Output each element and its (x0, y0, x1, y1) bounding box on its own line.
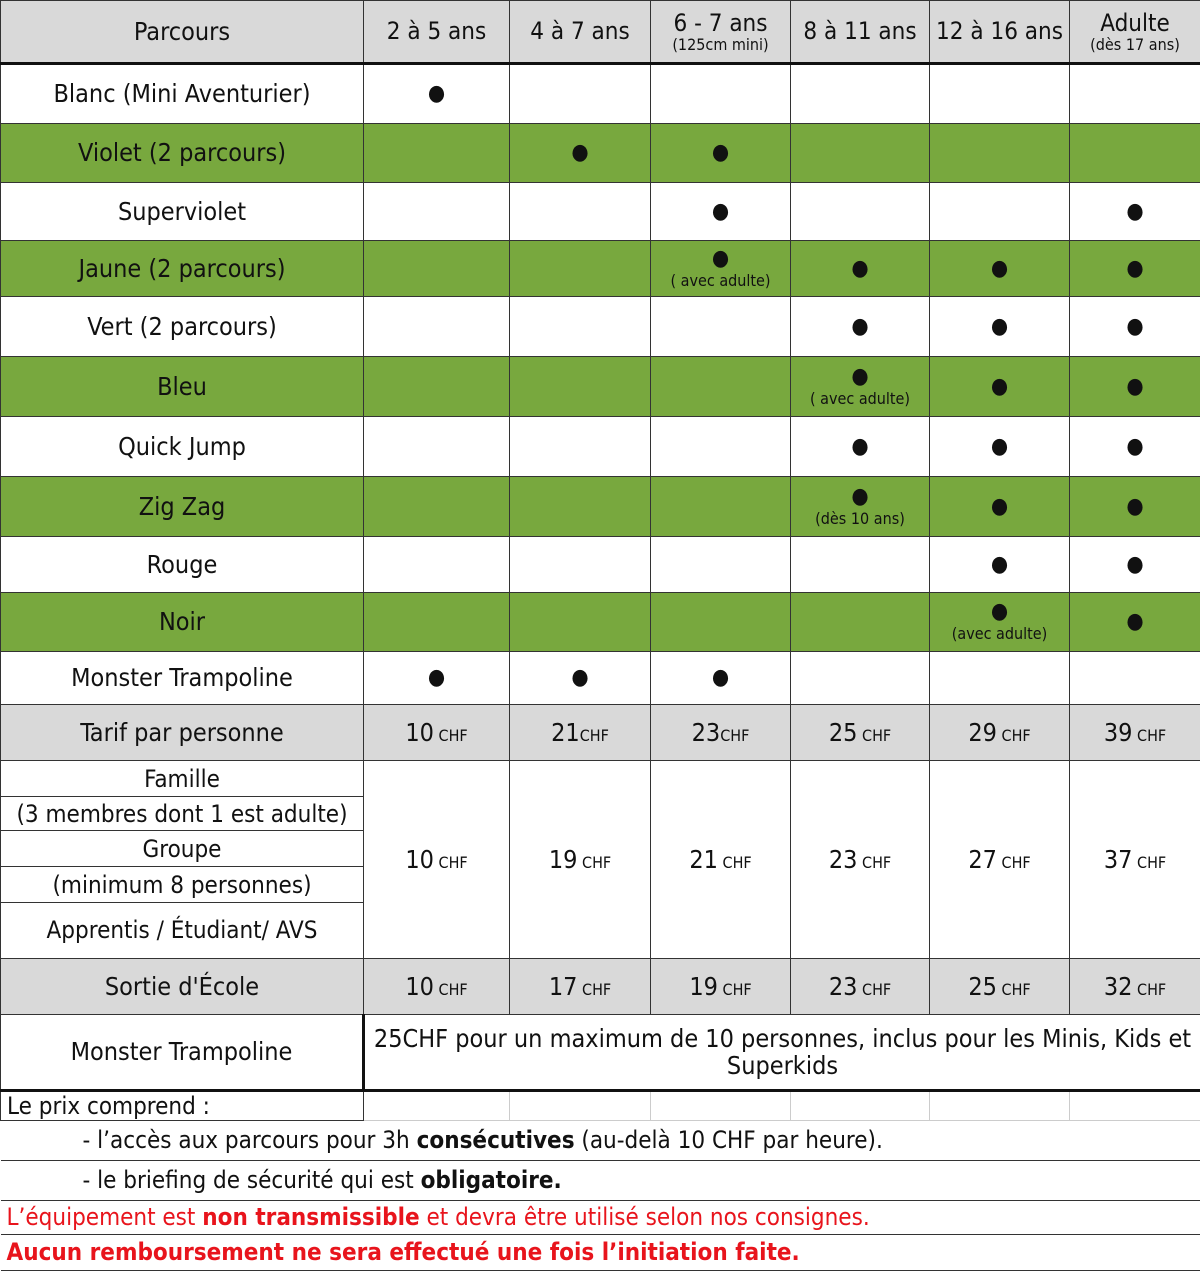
availability-cell (651, 64, 791, 124)
availability-cell (510, 477, 651, 537)
availability-cell (791, 241, 930, 297)
availability-cell (510, 241, 651, 297)
parcours-row (1, 417, 1200, 477)
dot-icon: ● (990, 551, 1009, 577)
text-part: consécutives (416, 1126, 575, 1155)
availability-cell (651, 357, 791, 417)
availability-cell (510, 124, 651, 183)
dot-icon: ● (851, 483, 869, 509)
price-cell (1070, 761, 1200, 959)
parcours-row (1, 124, 1200, 183)
availability-cell (1070, 297, 1200, 357)
tarif-row (1, 705, 1200, 761)
parcours-row (1, 241, 1200, 297)
price-amount: 37 (1103, 844, 1133, 874)
parcours-row (1, 183, 1200, 241)
availability-cell (791, 417, 930, 477)
availability-cell (930, 652, 1070, 705)
availability-cell (791, 477, 930, 537)
warning-line-text (1, 1235, 1200, 1271)
dot-icon: ● (851, 313, 869, 339)
parcours-name: Bleu (1, 357, 364, 417)
dot-icon: ● (1126, 313, 1144, 339)
text-part: (au-delà 10 CHF par heure). (574, 1126, 883, 1155)
empty-cell (364, 1091, 510, 1121)
availability-cell (510, 537, 651, 593)
empty-cell (1070, 1091, 1200, 1121)
dot-icon: ● (711, 665, 730, 690)
availability-cell (651, 652, 791, 705)
dot-icon: ● (1126, 373, 1144, 399)
availability-cell (364, 241, 510, 297)
price-cell (364, 761, 510, 959)
dot-icon: ● (990, 255, 1009, 281)
ecole-row (1, 959, 1200, 1015)
price-cell (651, 705, 791, 761)
text-part: - l’accès aux parcours pour 3h (82, 1126, 417, 1155)
availability-cell (364, 593, 510, 652)
availability-cell (930, 64, 1070, 124)
dot-icon: ● (851, 363, 869, 389)
condition-line (1, 1121, 1200, 1161)
price-cell (791, 705, 930, 761)
availability-cell (791, 537, 930, 593)
conditions-title-row (1, 1091, 1200, 1121)
text-part: Aucun remboursement ne sera effectué une fois l’initiation faite. (6, 1238, 800, 1267)
dot-icon: ● (990, 599, 1009, 625)
warning-line-text (1, 1201, 1200, 1235)
availability-cell (364, 417, 510, 477)
dot-icon: ● (1126, 493, 1144, 519)
availability-cell (791, 183, 930, 241)
dot-icon: ● (711, 198, 730, 224)
text-part: L’équipement est (6, 1203, 203, 1232)
availability-cell (930, 593, 1070, 652)
price-currency: CHF (857, 852, 892, 872)
age-note: ( avec adulte) (670, 270, 771, 290)
warning-line (1, 1235, 1200, 1271)
monster-description: 25CHF pour un maximum de 10 personnes, inclus pour les Minis, Kids et Superkids (364, 1015, 1200, 1091)
availability-cell (364, 64, 510, 124)
price-amount: 23 (828, 971, 858, 1001)
header-age-col: 6 - 7 ans (125cm mini) (651, 1, 791, 64)
price-currency: CHF (857, 979, 892, 999)
reduced-category-label: Famille (1, 761, 363, 797)
condition-line-text (1, 1161, 1200, 1201)
availability-cell (930, 183, 1070, 241)
tarif-row-label: Tarif par personne (1, 705, 364, 761)
parcours-row (1, 537, 1200, 593)
availability-cell (651, 124, 791, 183)
price-amount: 25 (968, 971, 997, 1001)
price-currency: CHF (433, 979, 468, 999)
price-amount: 19 (689, 971, 718, 1001)
parcours-name: Zig Zag (1, 477, 364, 537)
availability-cell (651, 593, 791, 652)
dot-icon: ● (851, 255, 869, 281)
dot-icon: ● (571, 665, 589, 690)
price-cell (930, 705, 1070, 761)
parcours-row (1, 593, 1200, 652)
price-currency: CHF (1132, 979, 1167, 999)
price-cell (364, 959, 510, 1015)
availability-cell (791, 593, 930, 652)
price-cell (1070, 705, 1200, 761)
parcours-name: Rouge (1, 537, 364, 593)
price-currency: CHF (579, 725, 609, 745)
dot-icon: ● (990, 493, 1009, 519)
parcours-name: Superviolet (1, 183, 364, 241)
availability-cell (651, 183, 791, 241)
availability-cell (364, 537, 510, 593)
price-currency: CHF (857, 725, 892, 745)
age-note: (dès 10 ans) (815, 508, 905, 528)
availability-cell (930, 537, 1070, 593)
price-cell (651, 959, 791, 1015)
availability-cell (364, 183, 510, 241)
availability-cell (651, 417, 791, 477)
price-currency: CHF (577, 852, 612, 872)
header-age-col: 12 à 16 ans (930, 1, 1070, 64)
price-currency: CHF (717, 852, 752, 872)
price-amount: 23 (828, 844, 858, 874)
availability-cell (651, 477, 791, 537)
price-currency: CHF (996, 852, 1031, 872)
price-amount: 32 (1103, 971, 1133, 1001)
price-cell (930, 959, 1070, 1015)
price-amount: 25 (828, 717, 858, 747)
availability-cell (1070, 537, 1200, 593)
availability-cell (364, 124, 510, 183)
dot-icon: ● (990, 313, 1009, 339)
price-amount: 27 (968, 844, 997, 874)
price-amount: 29 (968, 717, 997, 747)
text-part: - le briefing de sécurité qui est (82, 1166, 421, 1195)
price-currency: CHF (996, 979, 1031, 999)
price-currency: CHF (433, 725, 468, 745)
availability-cell (510, 297, 651, 357)
availability-cell (651, 297, 791, 357)
reduced-category-label: Groupe (1, 831, 363, 867)
dot-icon: ● (427, 665, 446, 690)
price-cell (1070, 959, 1200, 1015)
price-amount: 21 (689, 844, 718, 874)
price-amount: 17 (548, 971, 578, 1001)
text-part: obligatoire. (420, 1166, 562, 1195)
parcours-name: Monster Trampoline (1, 652, 364, 705)
availability-cell (510, 357, 651, 417)
reduced-tarif-row (1, 761, 1200, 959)
dot-icon: ● (711, 245, 730, 271)
availability-cell (930, 241, 1070, 297)
reduced-category-label: Apprentis / Étudiant/ AVS (46, 916, 318, 944)
price-cell (510, 705, 651, 761)
age-note: ( avec adulte) (809, 388, 911, 408)
parcours-row (1, 652, 1200, 705)
empty-cell (651, 1091, 791, 1121)
availability-cell (930, 417, 1070, 477)
parcours-name: Noir (1, 593, 364, 652)
header-age-col: 8 à 11 ans (791, 1, 930, 64)
dot-icon: ● (1126, 551, 1144, 577)
availability-cell (364, 477, 510, 537)
header-age-col: Adulte (dès 17 ans) (1070, 1, 1200, 64)
availability-cell (1070, 64, 1200, 124)
availability-cell (1070, 477, 1200, 537)
parcours-row (1, 477, 1200, 537)
availability-cell (1070, 652, 1200, 705)
price-cell (510, 959, 651, 1015)
dot-icon: ● (711, 140, 730, 165)
availability-cell (1070, 241, 1200, 297)
price-currency: CHF (1132, 852, 1167, 872)
reduced-category-label: (minimum 8 personnes) (1, 867, 363, 903)
availability-cell (930, 477, 1070, 537)
empty-cell (510, 1091, 651, 1121)
price-cell (510, 761, 651, 959)
parcours-name: Quick Jump (1, 417, 364, 477)
availability-cell (651, 241, 791, 297)
age-note: (avec adulte) (951, 624, 1048, 644)
availability-cell (1070, 124, 1200, 183)
parcours-name: Jaune (2 parcours) (1, 241, 364, 297)
price-amount: 21 (551, 717, 580, 747)
availability-cell (510, 417, 651, 477)
price-amount: 10 (405, 717, 434, 747)
price-cell (364, 705, 510, 761)
condition-line-text (1, 1121, 1200, 1161)
price-cell (791, 761, 930, 959)
price-amount: 23 (691, 717, 721, 747)
text-part: et devra être utilisé selon nos consignes. (419, 1203, 870, 1232)
availability-cell (791, 64, 930, 124)
availability-cell (510, 183, 651, 241)
dot-icon: ● (851, 433, 869, 459)
price-currency: CHF (433, 852, 468, 872)
availability-cell (364, 357, 510, 417)
price-amount: 39 (1103, 717, 1133, 747)
header-row (1, 1, 1200, 64)
header-age-col: 2 à 5 ans (364, 1, 510, 64)
parcours-name: Violet (2 parcours) (1, 124, 364, 183)
price-amount: 19 (548, 844, 578, 874)
price-amount: 10 (405, 844, 434, 874)
availability-cell (791, 357, 930, 417)
dot-icon: ● (990, 433, 1009, 459)
price-cell (791, 959, 930, 1015)
price-currency: CHF (996, 725, 1031, 745)
dot-icon: ● (1126, 255, 1144, 281)
availability-cell (791, 297, 930, 357)
condition-line (1, 1161, 1200, 1201)
availability-cell (930, 357, 1070, 417)
availability-cell (1070, 593, 1200, 652)
price-cell (930, 761, 1070, 959)
monster-row (1, 1015, 1200, 1091)
availability-cell (651, 537, 791, 593)
availability-cell (510, 652, 651, 705)
parcours-row (1, 357, 1200, 417)
availability-cell (364, 297, 510, 357)
dot-icon: ● (990, 373, 1009, 399)
empty-cell (791, 1091, 930, 1121)
availability-cell (930, 124, 1070, 183)
warning-line (1, 1201, 1200, 1235)
price-currency: CHF (577, 979, 612, 999)
price-currency: CHF (1132, 725, 1167, 745)
parcours-name: Blanc (Mini Aventurier) (1, 64, 364, 124)
availability-cell (364, 652, 510, 705)
availability-cell (1070, 183, 1200, 241)
availability-cell (510, 593, 651, 652)
monster-label: Monster Trampoline (1, 1015, 364, 1091)
parcours-row (1, 297, 1200, 357)
ecole-row-label: Sortie d'École (1, 959, 364, 1015)
dot-icon: ● (1126, 609, 1144, 634)
dot-icon: ● (427, 81, 446, 106)
availability-cell (930, 297, 1070, 357)
dot-icon: ● (1126, 198, 1144, 224)
availability-cell (510, 64, 651, 124)
dot-icon: ● (1126, 433, 1144, 459)
availability-cell (791, 124, 930, 183)
conditions-title: Le prix comprend : (1, 1091, 364, 1121)
price-currency: CHF (720, 725, 750, 745)
price-cell (651, 761, 791, 959)
parcours-row (1, 64, 1200, 124)
price-amount: 10 (405, 971, 434, 1001)
reduced-category-label: (3 membres dont 1 est adulte) (1, 797, 363, 831)
price-currency: CHF (717, 979, 752, 999)
header-age-col: 4 à 7 ans (510, 1, 651, 64)
availability-cell (1070, 357, 1200, 417)
reduced-tarif-labels (1, 761, 364, 959)
availability-cell (791, 652, 930, 705)
empty-cell (930, 1091, 1070, 1121)
header-parcours: Parcours (1, 1, 364, 64)
availability-cell (1070, 417, 1200, 477)
parcours-name: Vert (2 parcours) (1, 297, 364, 357)
text-part: non transmissible (202, 1203, 420, 1232)
dot-icon: ● (571, 140, 589, 165)
